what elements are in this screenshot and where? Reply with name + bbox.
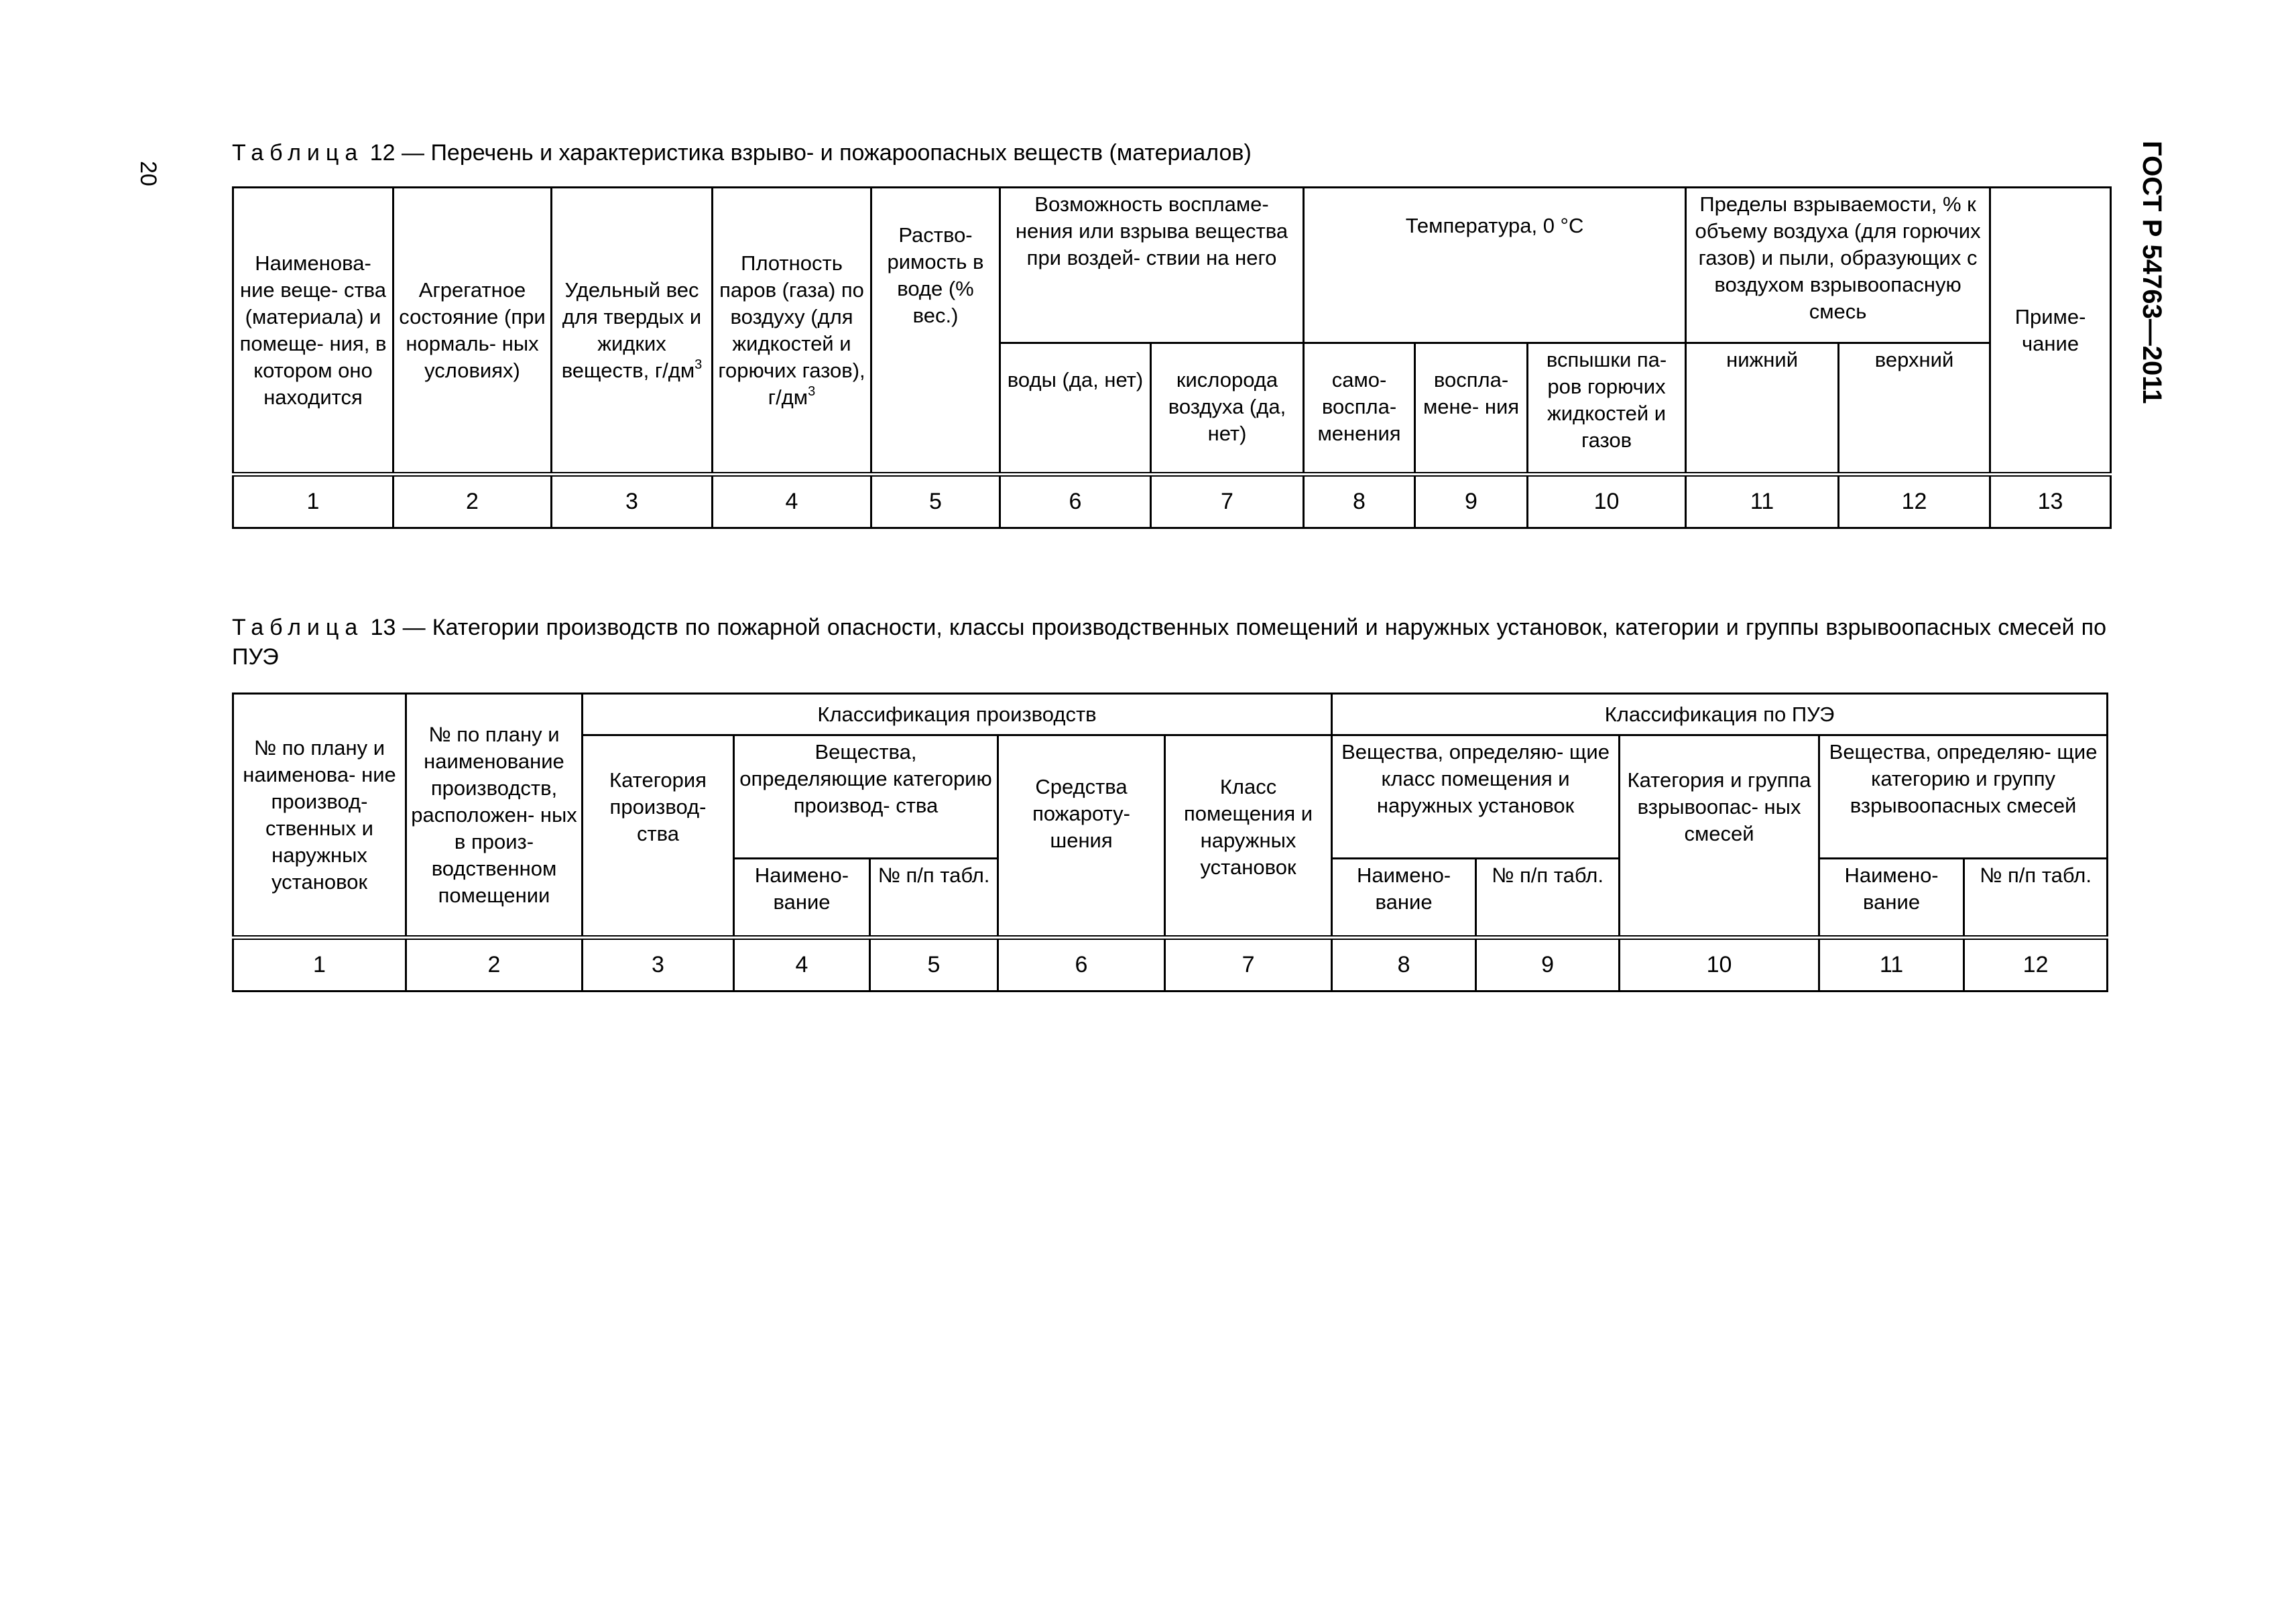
t13-col-number: 1 <box>233 938 406 991</box>
t12-col-number: 11 <box>1686 475 1839 528</box>
t13-header-name-3: Наимено- вание <box>1819 859 1964 938</box>
t12-col-number: 10 <box>1528 475 1686 528</box>
t13-header-extinguishing: Средства пожароту- шения <box>998 735 1165 938</box>
t13-col-number: 7 <box>1165 938 1332 991</box>
t12-header-state: Агрегатное состояние (при нормаль- ных условиях) <box>394 188 552 475</box>
t13-col-number: 9 <box>1476 938 1620 991</box>
t12-col-number: 3 <box>552 475 713 528</box>
t12-col-number: 9 <box>1415 475 1528 528</box>
t12-header-substance: Наименова- ние веще- ства (материала) и помеще- ния, в котором оно находится <box>233 188 394 475</box>
t12-header-vapor-density-sup: 3 <box>808 383 816 399</box>
document-code: ГОСТ Р 54763—2011 <box>2137 141 2167 404</box>
t12-header-specific-weight-text: Удельный вес для твердых и жидких веществ, г/дм <box>561 278 702 382</box>
t13-header-production-group: Классификация производств <box>583 694 1332 735</box>
table13-caption <box>232 613 2106 672</box>
t12-header-self-ignition: само- воспла- менения <box>1304 343 1415 475</box>
t12-header-water: воды (да, нет) <box>1000 343 1151 475</box>
t12-header-lower: нижний <box>1686 343 1839 475</box>
t13-header-substances-group: Вещества, определяющие категорию производ- ства <box>734 735 998 859</box>
table12-caption-lead: Таблица <box>232 140 364 166</box>
t12-header-limits-group: Пределы взрываемости, % к объему воздуха (для горючих газов) и пыли, образующих с воздухом взрывоопасную смесь <box>1686 188 1990 343</box>
t12-header-note: Приме- чание <box>1990 188 2111 475</box>
t12-col-number: 2 <box>394 475 552 528</box>
t12-header-flash: вспышки па- ров горючих жидкостей и газов <box>1528 343 1686 475</box>
t12-header-temperature-group: Температура, 0 °С <box>1304 188 1686 343</box>
page-number: 20 <box>135 161 161 186</box>
t12-col-number: 13 <box>1990 475 2111 528</box>
t12-col-number: 5 <box>871 475 1000 528</box>
t12-header-upper: верхний <box>1839 343 1990 475</box>
t13-header-pue-group: Классификация по ПУЭ <box>1332 694 2108 735</box>
t13-header-class-substances-group: Вещества, определяю- щие класс помещения и наружных установок <box>1332 735 1620 859</box>
t12-header-oxygen: кислорода воздуха (да, нет) <box>1151 343 1304 475</box>
t13-header-ref-1: № п/п табл. <box>870 859 998 938</box>
t12-header-specific-weight-sup: 3 <box>694 357 703 372</box>
t12-header-solubility: Раство- римость в воде (% вес.) <box>871 188 1000 475</box>
table12-caption-text: 12 — Перечень и характеристика взрыво- и пожароопасных веществ (материалов) <box>363 140 1252 166</box>
t13-header-plan-installations: № по плану и наименова- ние производ- ственных и наружных установок <box>233 694 406 938</box>
t13-header-category-substances-group: Вещества, определяю- щие категорию и группу взрывоопасных смесей <box>1819 735 2108 859</box>
t13-header-room-class: Класс помещения и наружных установок <box>1165 735 1332 938</box>
t13-col-number: 4 <box>734 938 870 991</box>
t13-header-category: Категория производ- ства <box>583 735 734 938</box>
t12-col-number: 7 <box>1151 475 1304 528</box>
t13-col-number: 6 <box>998 938 1165 991</box>
t12-header-ignition: воспла- мене- ния <box>1415 343 1528 475</box>
table13-caption-text: 13 — Категории производств по пожарной опасности, классы производственных помещений и наружных установок, категории и группы взрывоопасных смесей по ПУЭ <box>232 615 2106 670</box>
t12-header-vapor-density <box>713 188 871 475</box>
t13-header-mixture-category: Категория и группа взрывоопас- ных смесей <box>1620 735 1819 938</box>
table13 <box>232 693 2108 992</box>
t12-col-number: 12 <box>1839 475 1990 528</box>
t13-col-number: 11 <box>1819 938 1964 991</box>
t13-header-plan-productions: № по плану и наименование производств, расположен- ных в произ- водственном помещении <box>406 694 583 938</box>
t13-header-ref-3: № п/п табл. <box>1964 859 2108 938</box>
t13-header-name-2: Наимено- вание <box>1332 859 1476 938</box>
t13-col-number: 3 <box>583 938 734 991</box>
table12 <box>232 186 2112 529</box>
t12-col-number: 1 <box>233 475 394 528</box>
t13-header-ref-2: № п/п табл. <box>1476 859 1620 938</box>
t13-col-number: 5 <box>870 938 998 991</box>
t13-header-name-1: Наимено- вание <box>734 859 870 938</box>
t13-col-number: 2 <box>406 938 583 991</box>
t13-number-row <box>233 938 2108 991</box>
t13-col-number: 10 <box>1620 938 1819 991</box>
t12-header-specific-weight <box>552 188 713 475</box>
t12-col-number: 6 <box>1000 475 1151 528</box>
table12-caption <box>232 138 2106 168</box>
t13-col-number: 12 <box>1964 938 2108 991</box>
t12-col-number: 4 <box>713 475 871 528</box>
t12-header-ignition-group: Возможность воспламе- нения или взрыва вещества при воздей- ствии на него <box>1000 188 1304 343</box>
t12-col-number: 8 <box>1304 475 1415 528</box>
t12-number-row <box>233 475 2111 528</box>
t13-col-number: 8 <box>1332 938 1476 991</box>
t12-header-vapor-density-text: Плотность паров (газа) по воздуху (для жидкостей и горючих газов), г/дм <box>718 251 865 409</box>
table13-caption-lead: Таблица <box>232 615 364 640</box>
